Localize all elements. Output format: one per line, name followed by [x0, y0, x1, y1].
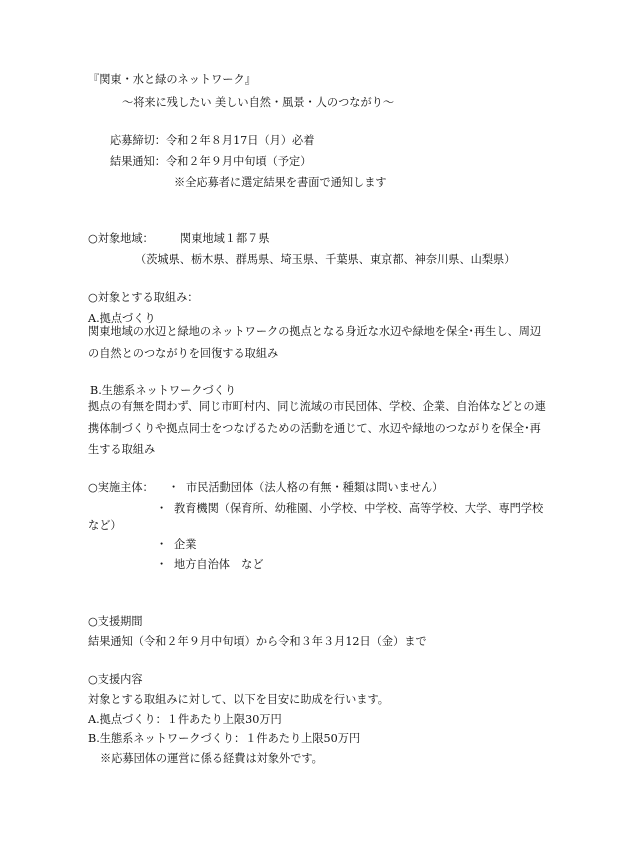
- support-grant-a: A.拠点づくり：１件あたり上限30万円: [88, 713, 282, 726]
- support-content-heading: ○支援内容: [88, 673, 143, 686]
- target-region-value: 関東地域１都７県: [180, 232, 270, 245]
- implementer-bullet: ・: [168, 481, 180, 494]
- implementer-item-continuation: など）: [88, 519, 122, 532]
- implementer-bullet: ・: [156, 558, 168, 571]
- activity-a-description: 関東地域の水辺と緑地のネットワークの拠点となる身近な水辺や緑地を保全･再生し、周辺の自然とのつながりを回復する取組み: [88, 325, 542, 360]
- support-content-intro: 対象とする取組みに対して、以下を目安に助成を行います。: [88, 693, 389, 706]
- support-content-note: ※応募団体の運営に係る経費は対象外です。: [100, 752, 323, 765]
- document-subtitle: ～将来に残したい 美しい自然・風景・人のつながり～: [122, 96, 395, 109]
- activity-b-description: 拠点の有無を問わず、同じ市町村内、同じ流域の市民団体、学校、企業、自治体などとの連携体制づくりや拠点同士をつなげるための活動を通じて、水辺や緑地のつながりを保全･再生する取組み: [88, 400, 546, 456]
- result-notification: 結果通知：令和２年９月中旬頃（予定）: [110, 155, 312, 168]
- implementers-heading: ○実施主体：: [88, 481, 154, 494]
- implementer-item: 地方自治体 など: [174, 558, 264, 571]
- implementer-item: 企業: [174, 538, 197, 551]
- application-deadline: 応募締切：令和２年８月17日（月）必着: [110, 134, 315, 147]
- document-title: 『関東・水と緑のネットワーク』: [88, 73, 256, 86]
- implementer-item: 教育機関（保育所、幼稚園、小学校、中学校、高等学校、大学、専門学校: [174, 502, 544, 515]
- result-notification-note: ※全応募者に選定結果を書面で通知します: [174, 176, 387, 189]
- support-period-heading: ○支援期間: [88, 615, 143, 628]
- target-region-heading: ○対象地域：: [88, 232, 154, 245]
- implementer-item: 市民活動団体（法人格の有無・種類は問いません）: [186, 481, 444, 494]
- implementer-bullet: ・: [156, 538, 168, 551]
- implementer-bullet: ・: [156, 502, 168, 515]
- target-prefectures: （茨城県、栃木県、群馬県、埼玉県、千葉県、東京都、神奈川県、山梨県）: [135, 253, 516, 266]
- support-grant-b: B.生態系ネットワークづくり：１件あたり上限50万円: [88, 732, 361, 745]
- activity-a-label: A.拠点づくり: [88, 312, 156, 325]
- activity-b-label: B.生態系ネットワークづくり: [90, 384, 237, 397]
- target-activities-heading: ○対象とする取組み：: [88, 291, 199, 304]
- support-period-text: 結果通知（令和２年９月中旬頃）から令和３年３月12日（金）まで: [88, 635, 427, 648]
